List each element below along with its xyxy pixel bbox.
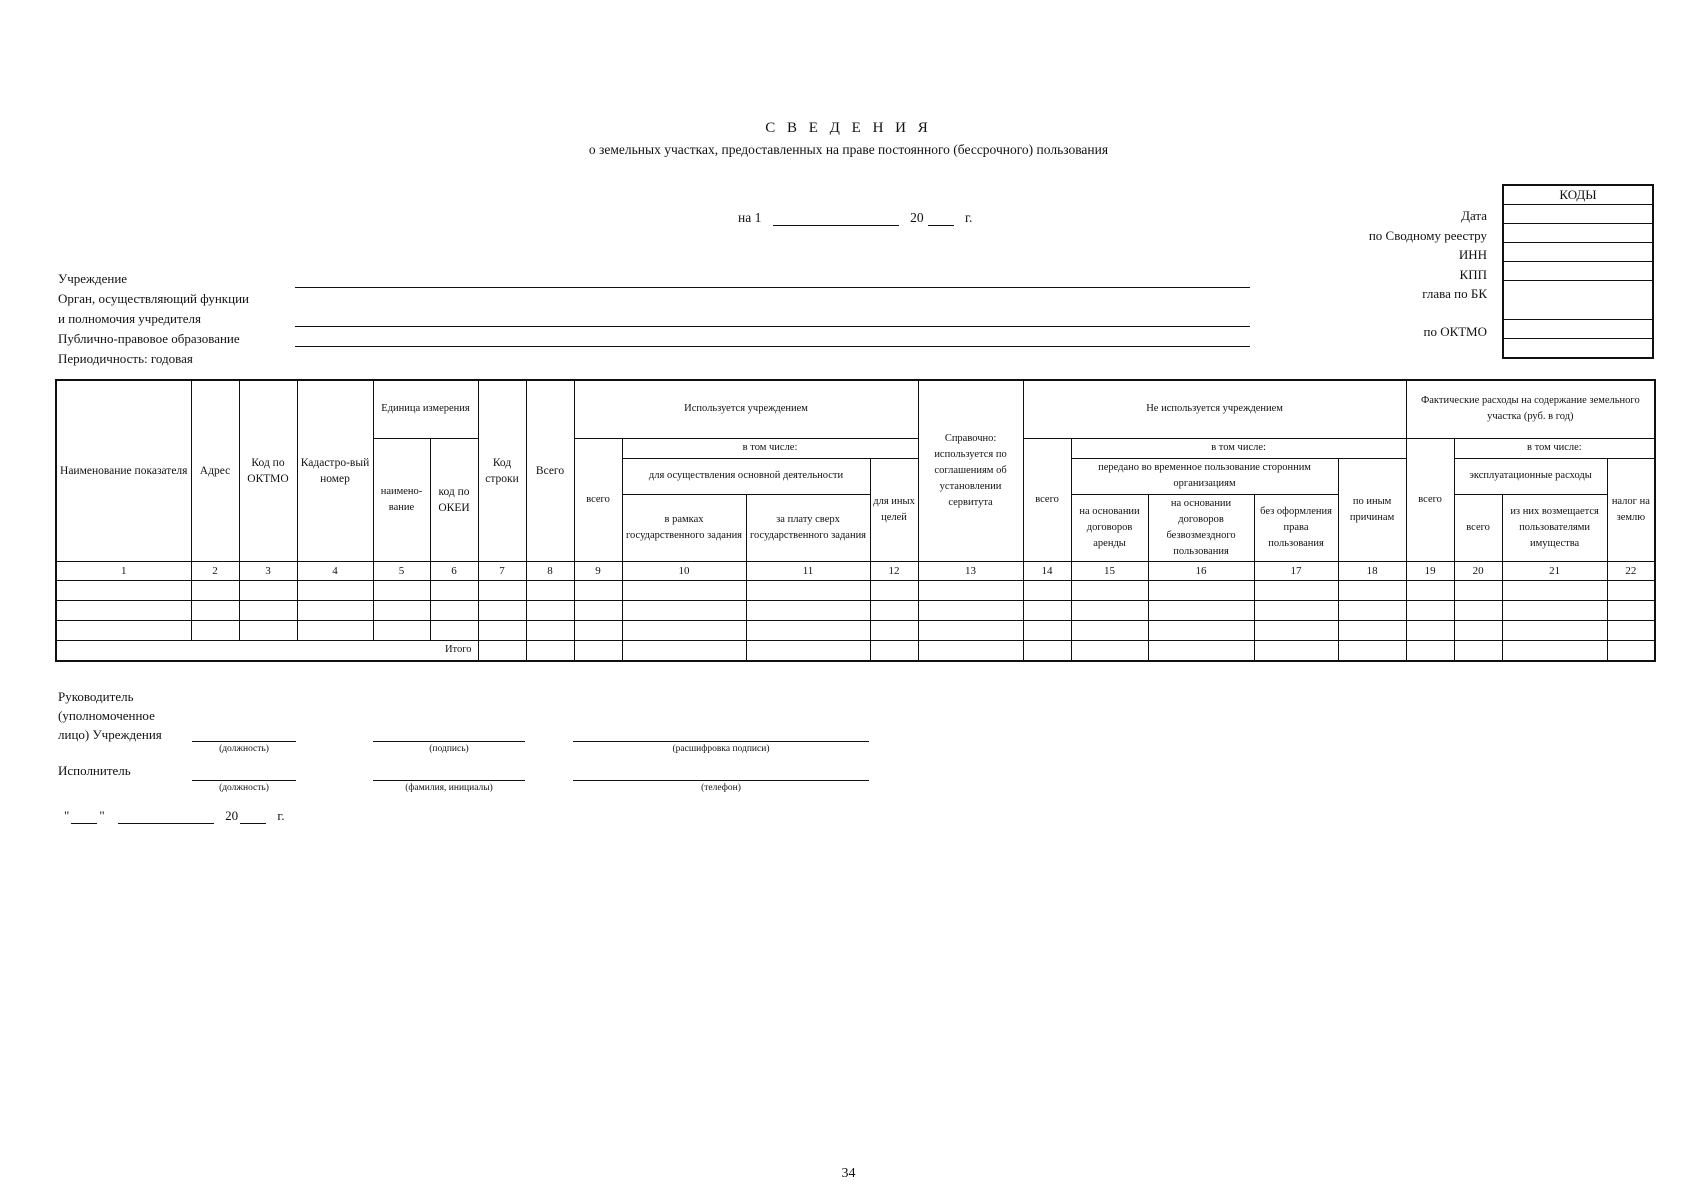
col-exp-total-header: всего (1406, 438, 1454, 561)
col-notused-transfer-header: передано во временное пользование сторонним организациям (1071, 458, 1338, 494)
col-number: 14 (1023, 561, 1071, 580)
label-registry: по Сводному реестру (1368, 227, 1487, 243)
land-plots-table (55, 379, 1656, 662)
label-inn: ИНН (1458, 247, 1487, 262)
executor-fio-caption: (фамилия, инициалы) (405, 783, 493, 793)
col-used-total-header: всего (574, 438, 622, 561)
date-quote-close: " (99, 808, 105, 823)
signature-year-prefix: 20 (225, 808, 239, 823)
signature-date (64, 808, 285, 824)
col-number: 3 (239, 561, 297, 580)
field-public-entity-label: Публично-правовое образование (58, 331, 240, 346)
signature-day-field[interactable] (71, 809, 97, 824)
executor-fio-line[interactable] (373, 780, 525, 781)
col-exp-header: Фактические расходы на содержание земельного участка (руб. в год) (1406, 380, 1655, 438)
col-notused-noformal-header: без оформления права пользования (1254, 494, 1338, 561)
col-address-header: Адрес (191, 380, 239, 561)
code-extra[interactable] (1503, 339, 1653, 359)
codes-header: КОДЫ (1503, 185, 1653, 205)
signature-date-suffix: г. (277, 808, 285, 823)
head-signature-caption: (подпись) (429, 744, 469, 754)
col-unit-name-header: наимено-вание (373, 438, 430, 561)
col-cadastre-header: Кадастро-вый номер (297, 380, 373, 561)
head-signature-line[interactable] (373, 741, 525, 742)
col-exp-oper-total-header: всего (1454, 494, 1502, 561)
col-notused-other-header: по иным причинам (1338, 458, 1406, 561)
col-ref-header: Справочно: используется по соглашениям об установлении сервитута (918, 380, 1023, 561)
codes-table (1502, 184, 1654, 359)
executor-label: Исполнитель (58, 763, 131, 778)
field-public-entity-line[interactable] (295, 346, 1250, 347)
field-organ-label-2: и полномочия учредителя (58, 311, 201, 326)
label-date: Дата (1461, 208, 1487, 223)
col-notused-total-header: всего (1023, 438, 1071, 561)
col-notused-incl-header: в том числе: (1071, 438, 1406, 458)
col-number: 2 (191, 561, 239, 580)
col-unit-header: Единица измерения (373, 380, 478, 438)
col-number: 18 (1338, 561, 1406, 580)
table-row[interactable] (56, 580, 1655, 600)
executor-position-line[interactable] (192, 780, 296, 781)
col-number: 16 (1148, 561, 1254, 580)
executor-position-caption: (должность) (219, 783, 269, 793)
label-kpp: КПП (1459, 266, 1487, 282)
col-number: 4 (297, 561, 373, 580)
date-year-field[interactable] (928, 211, 954, 226)
col-number: 8 (526, 561, 574, 580)
col-used-paid-header: за плату сверх государственного задания (746, 494, 870, 561)
col-exp-oper-reimb-header: из них возмещается пользователями имущества (1502, 494, 1607, 561)
col-number: 7 (478, 561, 526, 580)
head-decoding-caption: (расшифровка подписи) (672, 744, 770, 754)
col-notused-free-header: на основании договоров безвозмездного пользования (1148, 494, 1254, 561)
col-exp-oper-header: эксплуатационные расходы (1454, 458, 1607, 494)
col-number: 11 (746, 561, 870, 580)
label-oktmo: по ОКТМО (1423, 323, 1487, 339)
col-number: 21 (1502, 561, 1607, 580)
code-inn[interactable] (1503, 243, 1653, 262)
executor-phone-line[interactable] (573, 780, 869, 781)
head-label-3: лицо) Учреждения (58, 727, 162, 742)
code-oktmo[interactable] (1503, 320, 1653, 339)
col-number: 13 (918, 561, 1023, 580)
head-signature-label (58, 687, 162, 744)
date-day-month-field[interactable] (773, 211, 899, 226)
executor-phone-caption: (телефон) (701, 783, 741, 793)
document-subtitle: о земельных участках, предоставленных на праве постоянного (бессрочного) пользования (588, 142, 1109, 157)
table-row[interactable] (56, 600, 1655, 620)
col-number: 1 (56, 561, 191, 580)
table-row[interactable] (56, 620, 1655, 640)
date-quote-open: " (64, 808, 70, 823)
col-oktmo-header: Код по ОКТМО (239, 380, 297, 561)
code-registry[interactable] (1503, 224, 1653, 243)
table-total-row[interactable] (56, 640, 1655, 661)
field-institution-label: Учреждение (58, 271, 128, 286)
label-bk: глава по БК (1422, 286, 1487, 301)
head-label-2: (уполномоченное (58, 708, 155, 723)
col-number: 12 (870, 561, 918, 580)
col-exp-tax-header: налог на землю (1607, 458, 1655, 561)
col-number: 19 (1406, 561, 1454, 580)
field-organ-label-1: Орган, осуществляющий функции (58, 291, 249, 306)
col-notused-lease-header: на основании договоров аренды (1071, 494, 1148, 561)
col-number: 15 (1071, 561, 1148, 580)
signature-year-field[interactable] (240, 809, 266, 824)
head-position-line[interactable] (192, 741, 296, 742)
code-bk[interactable] (1503, 281, 1653, 320)
head-position-caption: (должность) (219, 744, 269, 754)
col-exp-incl-header: в том числе: (1454, 438, 1655, 458)
date-suffix: г. (964, 210, 973, 225)
field-organ-line[interactable] (295, 326, 1250, 327)
col-used-main-header: для осуществления основной деятельности (622, 458, 870, 494)
col-number: 5 (373, 561, 430, 580)
field-institution-line[interactable] (295, 287, 1250, 288)
col-notused-header: Не используется учреждением (1023, 380, 1406, 438)
col-line-code-header: Код строки (478, 380, 526, 561)
total-label: Итого (56, 640, 478, 661)
head-label-1: Руководитель (58, 689, 134, 704)
col-number: 9 (574, 561, 622, 580)
code-date[interactable] (1503, 205, 1653, 224)
col-used-incl-header: в том числе: (622, 438, 918, 458)
col-number: 20 (1454, 561, 1502, 580)
codes-labels (1369, 206, 1487, 341)
field-periodicity-label: Периодичность: годовая (58, 351, 193, 366)
col-used-state-header: в рамках государственного задания (622, 494, 746, 561)
document-title: С В Е Д Е Н И Я (765, 120, 932, 136)
col-number: 10 (622, 561, 746, 580)
col-used-header: Используется учреждением (574, 380, 918, 438)
col-unit-okei-header: код по ОКЕИ (430, 438, 478, 561)
page-number: 34 (841, 1166, 856, 1181)
col-name-header: Наименование показателя (56, 380, 191, 561)
code-kpp[interactable] (1503, 262, 1653, 281)
signature-month-field[interactable] (118, 809, 214, 824)
col-total-header: Всего (526, 380, 574, 561)
col-number: 22 (1607, 561, 1655, 580)
column-numbers-row (56, 561, 1655, 580)
col-used-other-header: для иных целей (870, 458, 918, 561)
col-number: 6 (430, 561, 478, 580)
date-prefix: на 1 (738, 210, 762, 225)
date-year-prefix: 20 (910, 210, 924, 225)
report-date (738, 210, 972, 226)
col-number: 17 (1254, 561, 1338, 580)
head-decoding-line[interactable] (573, 741, 869, 742)
